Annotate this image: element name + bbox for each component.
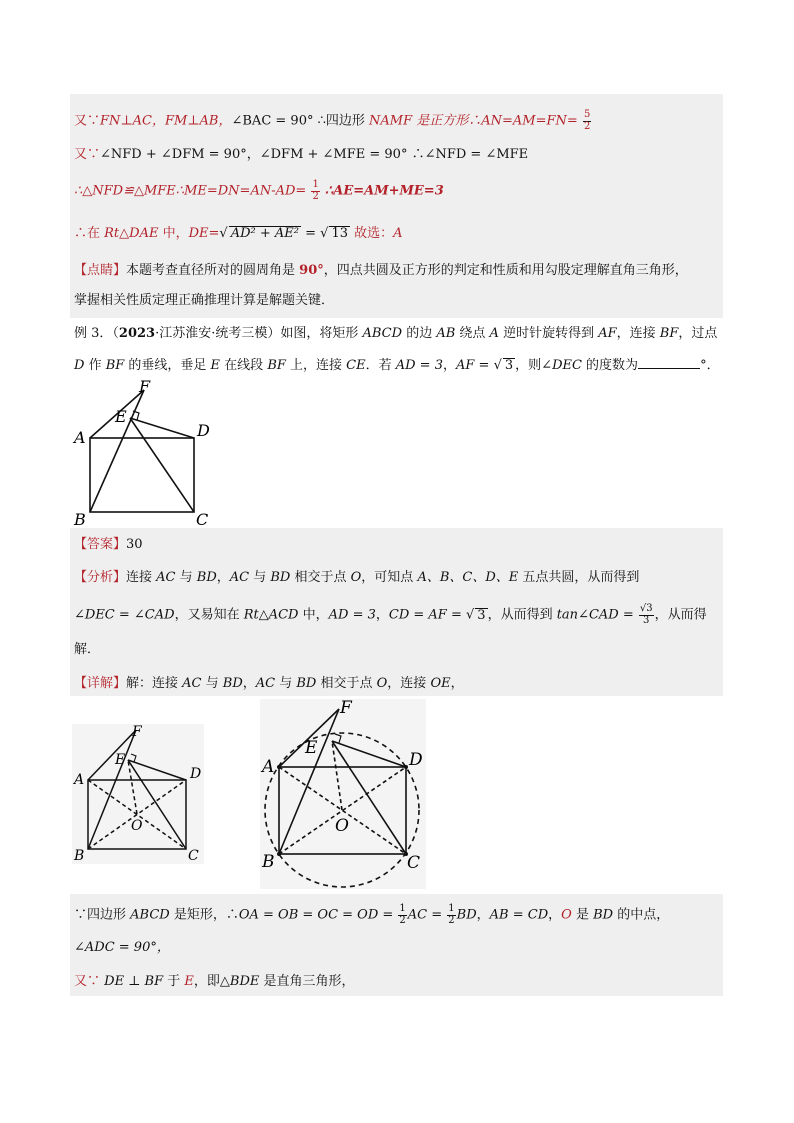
answer-blank	[638, 358, 700, 369]
text: 相交于点	[290, 570, 351, 585]
text: ABCD	[130, 907, 170, 923]
text: ，	[442, 358, 456, 373]
text: ∴∠NFD = ∠MFE	[407, 147, 529, 162]
numerator: 1	[399, 903, 406, 914]
text: ，又易知在	[174, 607, 244, 623]
text: AC	[156, 570, 176, 585]
text: ∴四边形	[313, 113, 370, 129]
fraction-5-2	[583, 110, 591, 132]
line-congruent	[74, 180, 444, 202]
label-b: B	[74, 848, 85, 864]
text: 与	[201, 676, 223, 691]
text: ∠DEC = ∠CAD	[74, 607, 175, 623]
label-f: F	[132, 724, 142, 740]
proof-line-3	[74, 975, 355, 988]
text: AC	[255, 676, 276, 691]
example-3-question	[74, 327, 717, 340]
text: 解：连接	[126, 676, 183, 691]
text: 的边	[402, 326, 437, 341]
text: BD	[456, 907, 477, 923]
figure-diagonals	[72, 724, 204, 864]
text: 与	[249, 570, 271, 585]
point-a	[277, 765, 281, 769]
fraction-1-2	[311, 180, 319, 202]
text: ，	[242, 676, 256, 691]
text: 是	[571, 907, 594, 923]
text: 是直角三角形，	[259, 974, 355, 989]
text: =	[300, 226, 321, 241]
text: 的中点，	[613, 907, 670, 923]
text: BF	[267, 358, 286, 373]
proof-line-1	[74, 904, 669, 926]
text: 中，	[298, 607, 329, 623]
text: 相交于点	[316, 676, 377, 691]
text: FN⊥AC，FM⊥AB，	[100, 113, 232, 129]
label-a: A	[74, 772, 85, 788]
answer-value: 30	[126, 537, 143, 552]
label-o: O	[335, 816, 349, 836]
text: 的度数为	[581, 358, 639, 373]
fraction-1-2	[398, 904, 406, 926]
text: 2023	[118, 326, 156, 341]
label-c: C	[196, 510, 209, 529]
text: A、B、C、D、E	[417, 570, 519, 585]
text: A	[489, 326, 499, 341]
sqrt-radicand: 13	[331, 226, 348, 241]
text: DE ⊥ BF	[104, 974, 164, 989]
text: ，即△	[193, 974, 230, 989]
text: 又∵	[74, 113, 101, 129]
text: D	[74, 358, 85, 373]
text: ，	[548, 907, 562, 923]
text: OE	[430, 676, 451, 691]
text: 五点共圆，从而得到	[518, 570, 640, 585]
text: ∠NFD + ∠DFM = 90°，∠DFM + ∠MFE = 90°	[100, 147, 408, 162]
text: ∴在	[74, 226, 105, 241]
numerator: 1	[312, 179, 319, 190]
text: 绕点	[455, 326, 490, 341]
text: BF	[105, 358, 125, 373]
section-label: 【详解】	[74, 676, 127, 691]
text: AD = 3	[395, 358, 443, 373]
line-key-point	[74, 264, 688, 277]
text: ，	[375, 607, 389, 623]
fraction-sqrt3-3	[639, 604, 654, 626]
text: AC	[229, 570, 250, 585]
label-e: E	[115, 407, 127, 426]
sqrt-radicand: 3	[504, 358, 514, 373]
denominator: 2	[448, 914, 455, 926]
label-d: D	[409, 750, 423, 770]
text: 在线段	[220, 358, 268, 373]
denominator: 2	[583, 120, 591, 132]
text: 中，	[158, 226, 189, 241]
text: ∵四边形	[74, 907, 131, 923]
section-label: 【答案】	[74, 537, 127, 552]
text: ∴AE=AM+ME=3	[324, 183, 444, 199]
label-a: A	[262, 757, 275, 777]
text: 又∵	[74, 974, 105, 989]
text: AC	[182, 676, 202, 691]
text: ，连接	[387, 676, 431, 691]
numerator: √3	[639, 603, 653, 614]
text: 本题考查直径所对的圆周角是	[126, 263, 300, 278]
text: 掌握相关性质定理正确推理计算是解题关键．	[74, 293, 335, 308]
text: ，	[476, 907, 490, 923]
text: 于	[163, 974, 185, 989]
text: O	[350, 570, 362, 585]
text: ．若	[365, 358, 396, 373]
line-key-point-2	[74, 294, 334, 307]
text: 连接	[126, 570, 157, 585]
text: BD	[196, 570, 217, 585]
label-d: D	[190, 766, 202, 782]
text: 上，连接	[285, 358, 347, 373]
text: °．	[700, 358, 720, 373]
text: BDE	[229, 974, 260, 989]
text: BD	[593, 907, 614, 923]
point-b	[277, 852, 281, 856]
text: E	[210, 358, 221, 373]
text: 作	[84, 358, 106, 373]
text: O	[376, 676, 388, 691]
denominator: 3	[643, 614, 650, 626]
sqrt-radicand: 3	[477, 607, 486, 623]
text: Rt△ACD	[243, 607, 299, 623]
detail-line-1	[74, 677, 464, 690]
label-f: F	[340, 699, 352, 718]
example-3-question-2: D 作 BF 的垂线，垂足 E 在线段 BF 上，连接 CE．若 AD = 3，AF = √ 3 ，则∠DEC 的度数为 °．	[74, 358, 720, 373]
analysis-line-2: ∠DEC = ∠CAD，又易知在 Rt△ACD 中，AD = 3，CD = AF = √ 3 ，从而得到 tan∠CAD = $\frac{√3}{3}$ ，从而得	[74, 603, 707, 626]
answer-line	[74, 538, 143, 551]
sqrt-radicand: AD² + AE²	[230, 226, 299, 241]
text: ABCD	[362, 326, 403, 341]
text: ，从而得到	[487, 607, 557, 623]
text: ∠BAC = 90°	[231, 113, 314, 129]
analysis-line-1	[74, 571, 639, 584]
text: 90°	[299, 263, 324, 278]
proof-line-2	[74, 941, 170, 954]
text: CE	[346, 358, 366, 373]
text: AD = 3	[328, 607, 376, 623]
text: ，	[450, 676, 464, 691]
text: tan∠CAD =	[556, 607, 638, 623]
text: ，过点	[678, 326, 718, 341]
analysis-line-3	[74, 643, 100, 656]
denominator: 2	[312, 190, 319, 202]
numerator: 5	[583, 109, 591, 120]
line-square-proof	[74, 110, 592, 132]
text: O	[561, 907, 572, 923]
label-e: E	[305, 738, 318, 758]
numerator: 1	[448, 903, 455, 914]
line-de-length: ∴在 Rt△DAE 中，DE=√ AD² + AE² = √ 13 故选：A	[74, 226, 403, 241]
label-b: B	[74, 510, 86, 529]
text: DE=	[188, 226, 220, 241]
text: E	[184, 974, 194, 989]
seg-ce	[130, 418, 194, 512]
text: CD = AF =	[388, 607, 466, 623]
text: 与	[175, 570, 197, 585]
text: ∠ADC = 90°，	[74, 940, 170, 955]
text: 例 3．（	[74, 326, 119, 341]
text: 逆时针旋转得到	[498, 326, 599, 341]
text: BD	[296, 676, 317, 691]
label-e: E	[115, 752, 126, 768]
text: Rt△DAE	[104, 226, 159, 241]
label-o: O	[131, 818, 143, 834]
label-f: F	[139, 380, 151, 396]
line-angle-equal	[74, 148, 528, 161]
text: ，可知点	[361, 570, 418, 585]
text: ，连接	[616, 326, 660, 341]
section-label: 【分析】	[74, 570, 127, 585]
point-d	[404, 765, 408, 769]
text: ，	[216, 570, 230, 585]
text: A	[393, 226, 403, 241]
text: AF	[598, 326, 617, 341]
text: 与	[275, 676, 297, 691]
text: ，四点共圆及正方形的判定和性质和用勾股定理解直角三角形，	[323, 263, 688, 278]
figure-rectangle-rotation	[70, 380, 230, 530]
text: OA = OB = OC = OD =	[238, 907, 398, 923]
text: DEC	[552, 358, 582, 373]
text: 是正方形∴AN=AM=FN=	[412, 113, 578, 129]
label-c: C	[188, 848, 199, 864]
label-a: A	[74, 428, 86, 447]
text: BD	[222, 676, 243, 691]
text: ·江苏淮安·统考三模）如图，将矩形	[155, 326, 363, 341]
label-d: D	[197, 421, 210, 440]
text: AC =	[407, 907, 447, 923]
text: AF =	[456, 358, 494, 373]
text: 解．	[74, 642, 101, 657]
label-c: C	[407, 853, 421, 873]
fraction-1-2	[447, 904, 455, 926]
text: 故选：	[350, 226, 394, 241]
text: AB	[436, 326, 456, 341]
text: ∴△NFD≌△MFE∴ME=DN=AN-AD=	[74, 183, 307, 199]
text: 的垂线，垂足	[124, 358, 211, 373]
text: NAMF	[369, 113, 413, 129]
figure-circumcircle	[260, 699, 426, 889]
label-b: B	[262, 852, 275, 872]
text: AB = CD	[489, 907, 549, 923]
text: 是矩形，∴	[169, 907, 239, 923]
text: 又∵	[74, 147, 101, 162]
text: ，从而得	[654, 607, 707, 623]
seg-de	[130, 418, 194, 438]
text: ，则∠	[515, 358, 553, 373]
section-label: 【点睛】	[74, 263, 127, 278]
text: BF	[659, 326, 679, 341]
denominator: 2	[399, 914, 406, 926]
text: BD	[270, 570, 291, 585]
